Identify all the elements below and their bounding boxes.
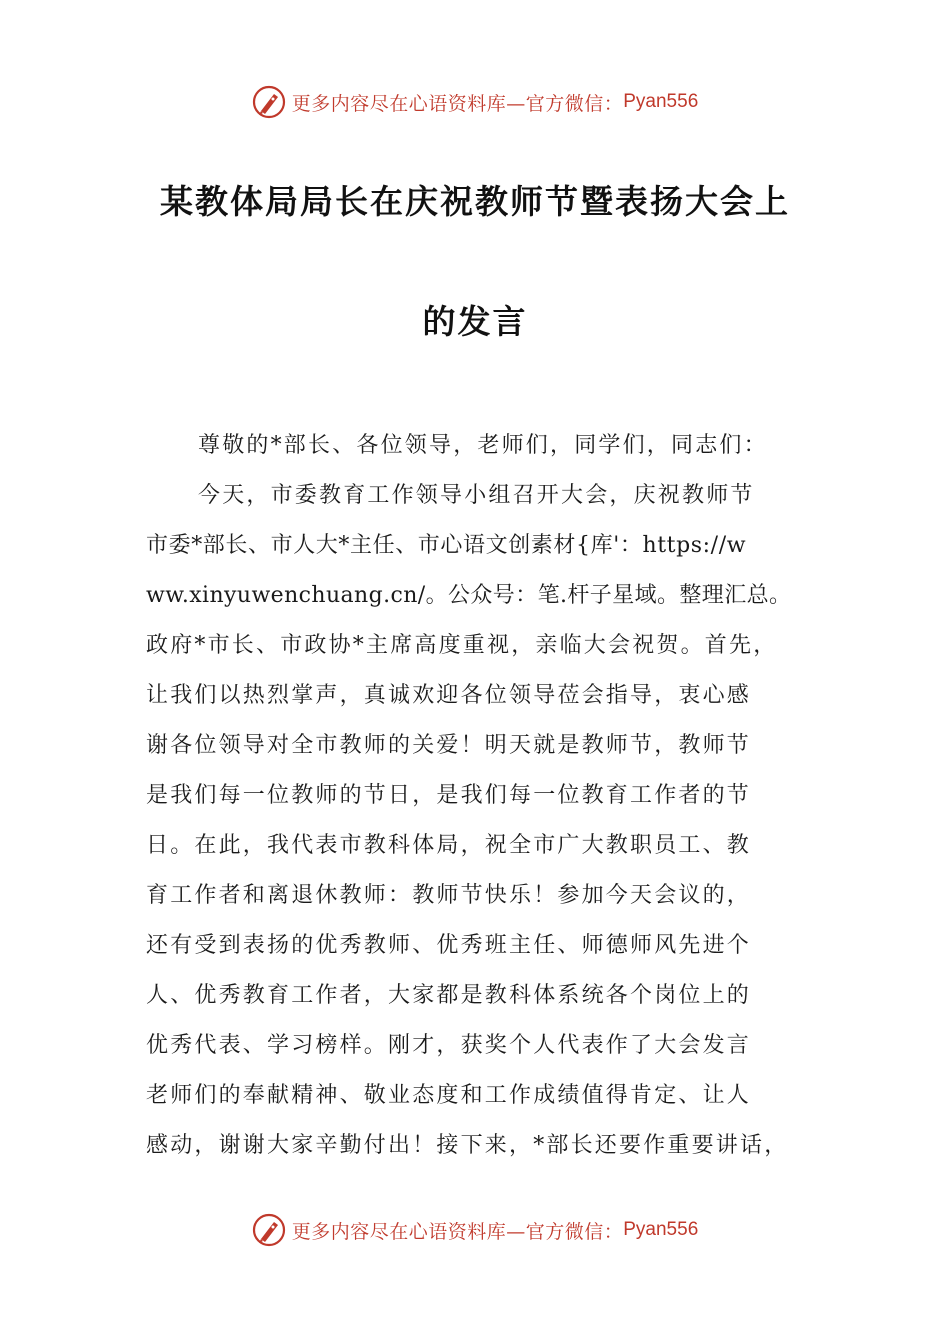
body-line: 感动，谢谢大家辛勤付出！接下来，*部长还要作重要讲话， <box>146 1133 789 1158</box>
body-line: 育工作者和离退休教师：教师节快乐！参加今天会议的， <box>146 883 752 908</box>
body-line: 人、优秀教育工作者，大家都是教科体系统各个岗位上的 <box>146 983 752 1008</box>
pen-nib-logo-icon <box>252 1213 286 1247</box>
document-title-line-2: 的发言 <box>422 302 528 341</box>
body-line: 市委*部长、市人大*主任、市心语文创素材{库'：https://w <box>146 533 747 558</box>
banner-wechat-id: Pyan556 <box>623 1219 699 1240</box>
body-line: 还有受到表扬的优秀教师、优秀班主任、师德师风先进个 <box>146 933 752 958</box>
footer-banner <box>0 1208 950 1252</box>
body-line: ww.xinyuwenchuang.cn/。公众号：笔.杆子星域。整理汇总。 <box>146 583 792 608</box>
body-line: 政府*市长、市政协*主席高度重视，亲临大会祝贺。首先， <box>146 633 778 658</box>
banner-text: 更多内容尽在心语资料库—官方微信： <box>291 1220 624 1243</box>
body-line: 今天，市委教育工作领导小组召开大会，庆祝教师节 <box>198 483 755 508</box>
body-line: 优秀代表、学习榜样。刚才，获奖个人代表作了大会发言 <box>146 1033 752 1058</box>
body-line: 让我们以热烈掌声，真诚欢迎各位领导莅会指导，衷心感 <box>146 683 752 708</box>
body-line: 尊敬的*部长、各位领导，老师们，同学们，同志们： <box>198 433 768 458</box>
banner-wechat-id: Pyan556 <box>623 91 699 112</box>
body-line: 谢各位领导对全市教师的关爱！明天就是教师节，教师节 <box>146 733 752 758</box>
document-title-line-1: 某教体局局长在庆祝教师节暨表扬大会上 <box>160 182 790 221</box>
banner-text: 更多内容尽在心语资料库—官方微信： <box>291 92 624 115</box>
body-line: 老师们的奉献精神、敬业态度和工作成绩值得肯定、让人 <box>146 1083 752 1108</box>
body-line: 是我们每一位教师的节日，是我们每一位教育工作者的节 <box>146 783 752 808</box>
body-line: 日。在此，我代表市教科体局，祝全市广大教职员工、教 <box>146 833 752 858</box>
pen-nib-logo-icon <box>252 85 286 119</box>
header-banner <box>0 80 950 124</box>
